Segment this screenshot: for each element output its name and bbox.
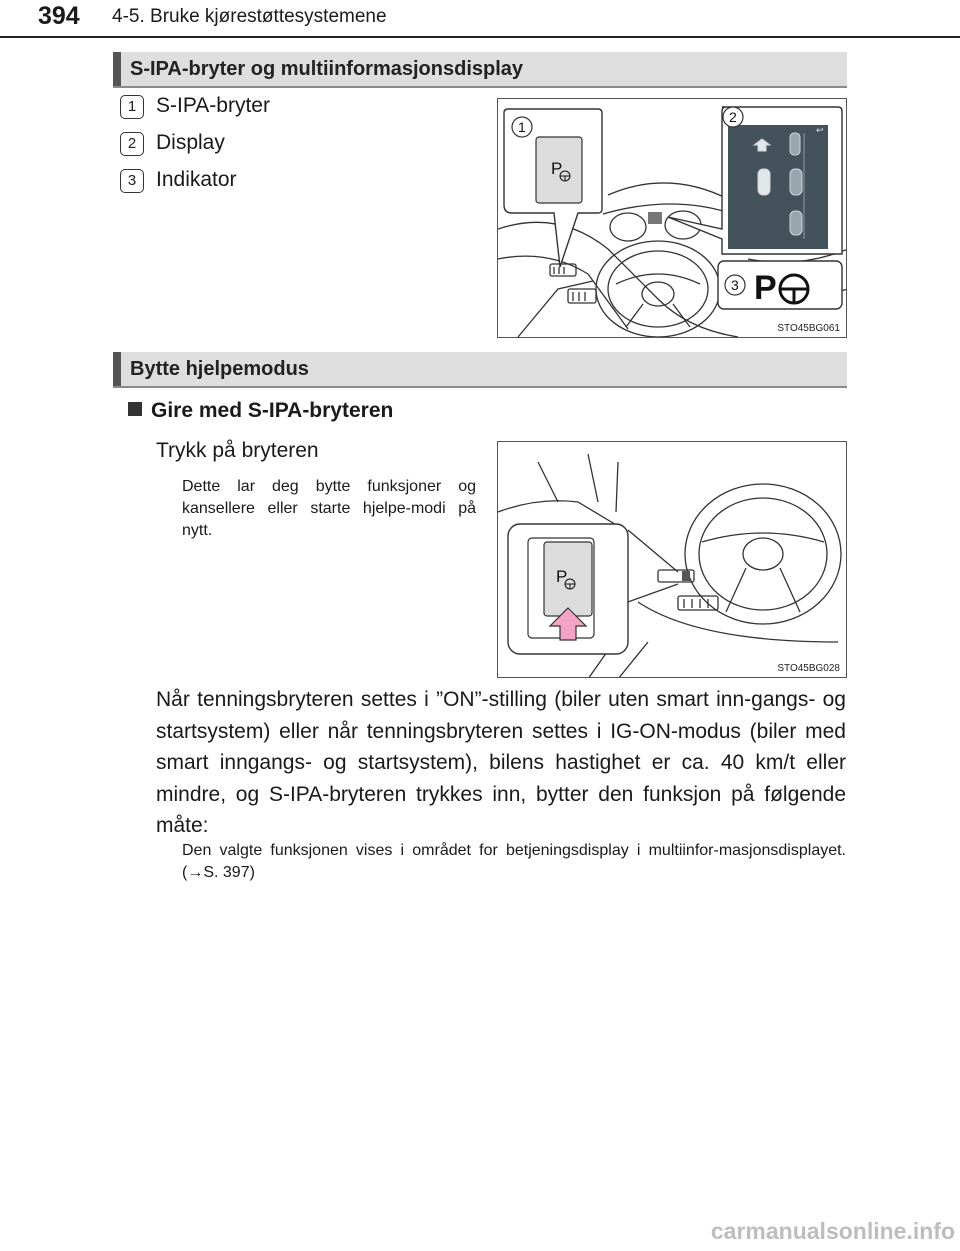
indicator-letter: P: [754, 269, 777, 307]
section-title: S-IPA-bryter og multiinformasjonsdisplay: [130, 58, 524, 80]
section-header-assist-mode: [113, 352, 847, 388]
chapter-title: 4-5. Bruke kjørestøttesystemene: [112, 6, 387, 27]
section-accent: [113, 52, 121, 86]
callout-1: 1: [518, 119, 526, 135]
section-accent: [113, 352, 121, 386]
body-paragraph: Når tenningsbryteren settes i ”ON”-stilling (biler uten smart inn-gangs- og startsystem) eller når tenningsbryteren settes i IG-ON-modus (biler med smart inngangs- og startsystem), bilens hastighet er ca. 40 km/t eller mindre, og S-IPA-bryteren trykkes inn, bytter den funksjon på følgende måte:: [156, 688, 846, 837]
switch-letter: P: [556, 567, 568, 586]
section-title: Bytte hjelpemodus: [130, 358, 309, 380]
figure-sipa-switch-display: [497, 98, 847, 338]
subheading: [128, 399, 393, 423]
return-icon: ↩: [816, 126, 824, 136]
legend-number: 3: [120, 169, 144, 193]
figure-code: STO45BG061: [777, 323, 840, 334]
header-rule: [0, 36, 960, 38]
legend-label: S-IPA-bryter: [156, 94, 270, 117]
figure-code: STO45BG028: [777, 663, 840, 674]
note-text: Dette lar deg bytte funksjoner og kansellere eller starte hjelpe-modi på nytt.: [182, 478, 476, 539]
subheading-text: Gire med S-IPA-bryteren: [151, 399, 394, 422]
square-bullet-icon: [128, 402, 142, 416]
callout-3: 3: [731, 277, 739, 293]
callout-2: 2: [729, 109, 737, 125]
dashboard-illustration: [498, 99, 847, 338]
figure-press-switch: [497, 441, 847, 678]
instruction-text: Trykk på bryteren: [156, 439, 319, 462]
section-header-sipa: [113, 52, 847, 88]
legend-label: Display: [156, 131, 225, 154]
legend-number: 1: [120, 95, 144, 119]
page-number: 394: [38, 2, 80, 30]
switch-letter: P: [551, 159, 563, 178]
note-text: Den valgte funksjonen vises i området for betjeningsdisplay i multiinfor-masjonsdisplayet. (→S. 397): [182, 842, 846, 881]
press-switch-illustration: [498, 442, 847, 678]
footer-watermark: carmanualsonline.info: [710, 1218, 955, 1244]
legend-label: Indikator: [156, 168, 237, 191]
legend-number: 2: [120, 132, 144, 156]
